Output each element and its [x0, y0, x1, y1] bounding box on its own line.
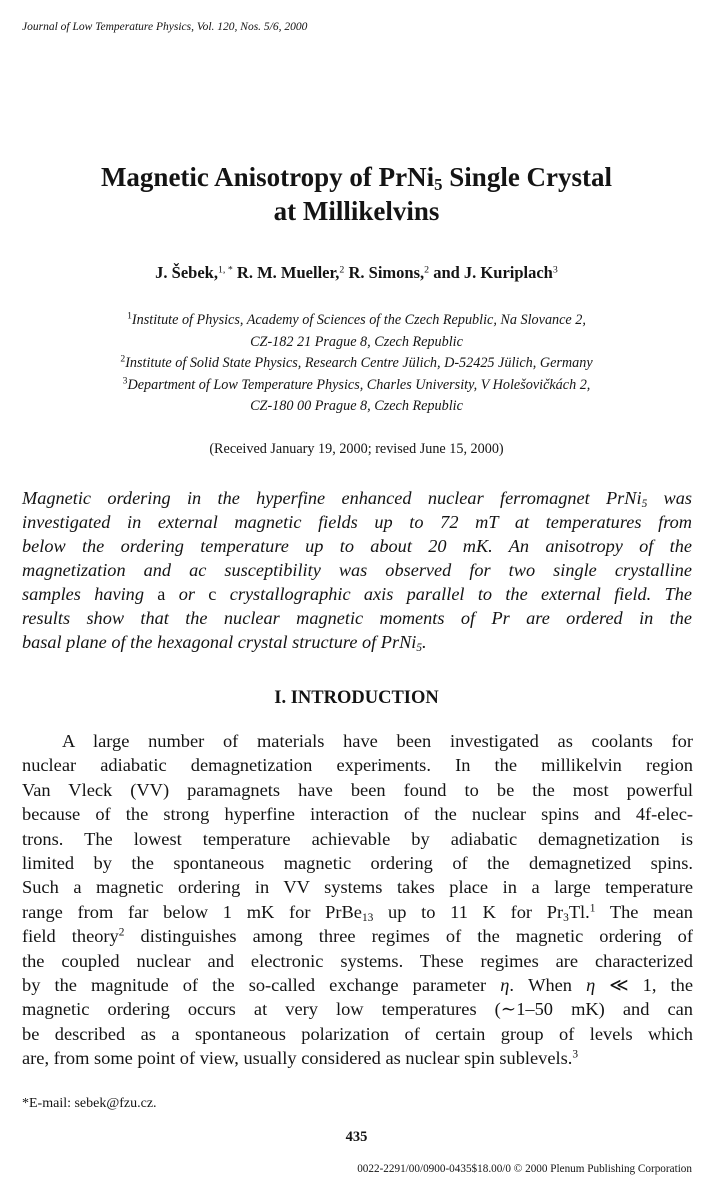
body-line: Such a magnetic ordering in VV systems takes place in a large temperature	[22, 877, 693, 898]
affiliation-3-cont: CZ-180 00 Prague 8, Czech Republic	[250, 398, 463, 414]
footnote-email: *E-mail: sebek@fzu.cz.	[22, 1096, 157, 1111]
section-heading: I. INTRODUCTION	[274, 688, 439, 708]
body-line: magnetic ordering occurs at very low temperatures (∼1–50 mK) and can	[22, 999, 693, 1020]
abstract-subscript: 5	[641, 497, 648, 510]
body-text: field theory	[22, 926, 119, 947]
abstract-line	[22, 630, 692, 654]
copyright-line: 0022-2291/00/0900-0435$18.00/0 © 2000 Plenum Publishing Corporation	[357, 1163, 692, 1175]
author-affiliation-mark: 3	[552, 264, 558, 276]
body-text: . When	[509, 974, 587, 995]
abstract-line: investigated in external magnetic fields up to 72 mT at temperatures from	[22, 512, 692, 532]
introduction-paragraph	[22, 729, 693, 1070]
abstract-text: .	[422, 632, 427, 652]
body-line	[22, 900, 693, 924]
affiliation-3	[0, 375, 713, 397]
body-line: limited by the spontaneous magnetic ordering of the demagnetized spins.	[22, 852, 693, 873]
abstract-line: magnetization and ac susceptibility was observed for two single crystalline	[22, 560, 692, 580]
subscript: 3	[563, 911, 569, 924]
page-number: 435	[345, 1129, 368, 1145]
author-name: R. Simons,	[344, 263, 425, 282]
author-affiliation-mark: 1, *	[217, 264, 233, 276]
eta-symbol: η	[586, 974, 596, 995]
journal-reference: Journal of Low Temperature Physics, Vol. 120, Nos. 5/6, 2000	[22, 21, 308, 33]
body-text: are, from some point of view, usually considered as nuclear spin sublevels.	[22, 1048, 573, 1069]
affiliation-text: Institute of Physics, Academy of Sciences of the Czech Republic, Na Slovance 2,	[131, 312, 586, 328]
affiliation-text: Department of Low Temperature Physics, Charles University, V Holešovičkách 2,	[127, 376, 591, 393]
affiliation-number: 2	[120, 353, 126, 365]
author-affiliation-mark: 2	[339, 264, 345, 276]
body-line	[22, 973, 693, 997]
affiliation-2	[0, 353, 713, 375]
title-text: Magnetic Anisotropy of PrNi	[100, 162, 435, 192]
abstract-text: Magnetic ordering in the hyperfine enhanced nuclear ferromagnet PrNi	[22, 488, 642, 508]
abstract-line: results show that the nuclear magnetic moments of Pr are ordered in the	[22, 608, 692, 628]
affiliation-1-cont: CZ-182 21 Prague 8, Czech Republic	[250, 333, 463, 350]
body-text: by the magnitude of the so-called exchange parameter	[22, 974, 501, 995]
body-text: ≪ 1, the	[595, 974, 693, 995]
abstract	[22, 486, 692, 654]
affiliation-text: Institute of Solid State Physics, Research Centre Jülich, D-52425 Jülich, Germany	[125, 355, 593, 371]
author-name: R. M. Mueller,	[232, 263, 340, 282]
body-line: trons. The lowest temperature achievable by adiabatic demagnetization is	[22, 828, 693, 849]
title-text: Single Crystal	[442, 162, 613, 192]
abstract-text: samples having	[22, 584, 158, 604]
received-dates: (Received January 19, 2000; revised June 15, 2000)	[209, 441, 504, 457]
author-list	[0, 263, 713, 283]
abstract-line: below the ordering temperature up to about 20 mK. An anisotropy of the	[22, 536, 692, 556]
citation-ref: 3	[572, 1048, 579, 1061]
body-line	[22, 924, 693, 948]
abstract-text: crystallographic axis parallel to the external field. The	[216, 584, 692, 604]
abstract-text: basal plane of the hexagonal crystal structure of PrNi	[22, 632, 417, 652]
author-name: J. Šebek,	[155, 263, 218, 282]
body-text: up to 11 K for Pr	[373, 901, 564, 922]
body-line: Van Vleck (VV) paramagnets have been found to be the most powerful	[22, 779, 693, 800]
subscript: 13	[361, 911, 374, 924]
affiliation-number: 3	[122, 375, 128, 387]
abstract-text: was	[647, 488, 692, 508]
title-line-1	[0, 160, 713, 194]
body-line: be described as a spontaneous polarization of certain group of levels which	[22, 1023, 693, 1044]
body-line: nuclear adiabatic demagnetization experiments. In the millikelvin region	[22, 755, 693, 776]
affiliation-number: 1	[127, 310, 132, 322]
body-line	[22, 1046, 693, 1070]
body-line: the coupled nuclear and electronic systems. These regimes are characterized	[22, 950, 693, 971]
body-text: range from far below 1 mK for PrBe	[22, 901, 362, 922]
body-line: A large number of materials have been investigated as coolants for	[62, 731, 693, 751]
abstract-subscript: 5	[416, 641, 423, 654]
abstract-line	[22, 582, 692, 606]
axis-label-a: a	[157, 584, 166, 604]
eta-symbol: η	[500, 974, 510, 995]
affiliation-1	[0, 310, 713, 332]
citation-ref: 2	[118, 926, 125, 939]
title-subscript: 5	[434, 175, 443, 195]
body-line: because of the strong hyperfine interaction of the nuclear spins and 4f-elec-	[22, 804, 693, 825]
author-affiliation-mark: 2	[424, 264, 430, 276]
paper-title	[0, 160, 713, 228]
affiliation-list	[0, 310, 713, 418]
author-name: and J. Kuriplach	[429, 263, 553, 282]
body-text: distinguishes among three regimes of the magnetic ordering of	[124, 926, 694, 947]
abstract-line	[22, 486, 692, 510]
title-line-2: at Millikelvins	[273, 196, 440, 226]
body-text: The mean	[595, 901, 693, 922]
axis-label-c: c	[208, 584, 217, 604]
abstract-text: or	[165, 584, 209, 604]
body-text: Tl.	[568, 901, 590, 922]
citation-ref: 1	[589, 902, 596, 915]
